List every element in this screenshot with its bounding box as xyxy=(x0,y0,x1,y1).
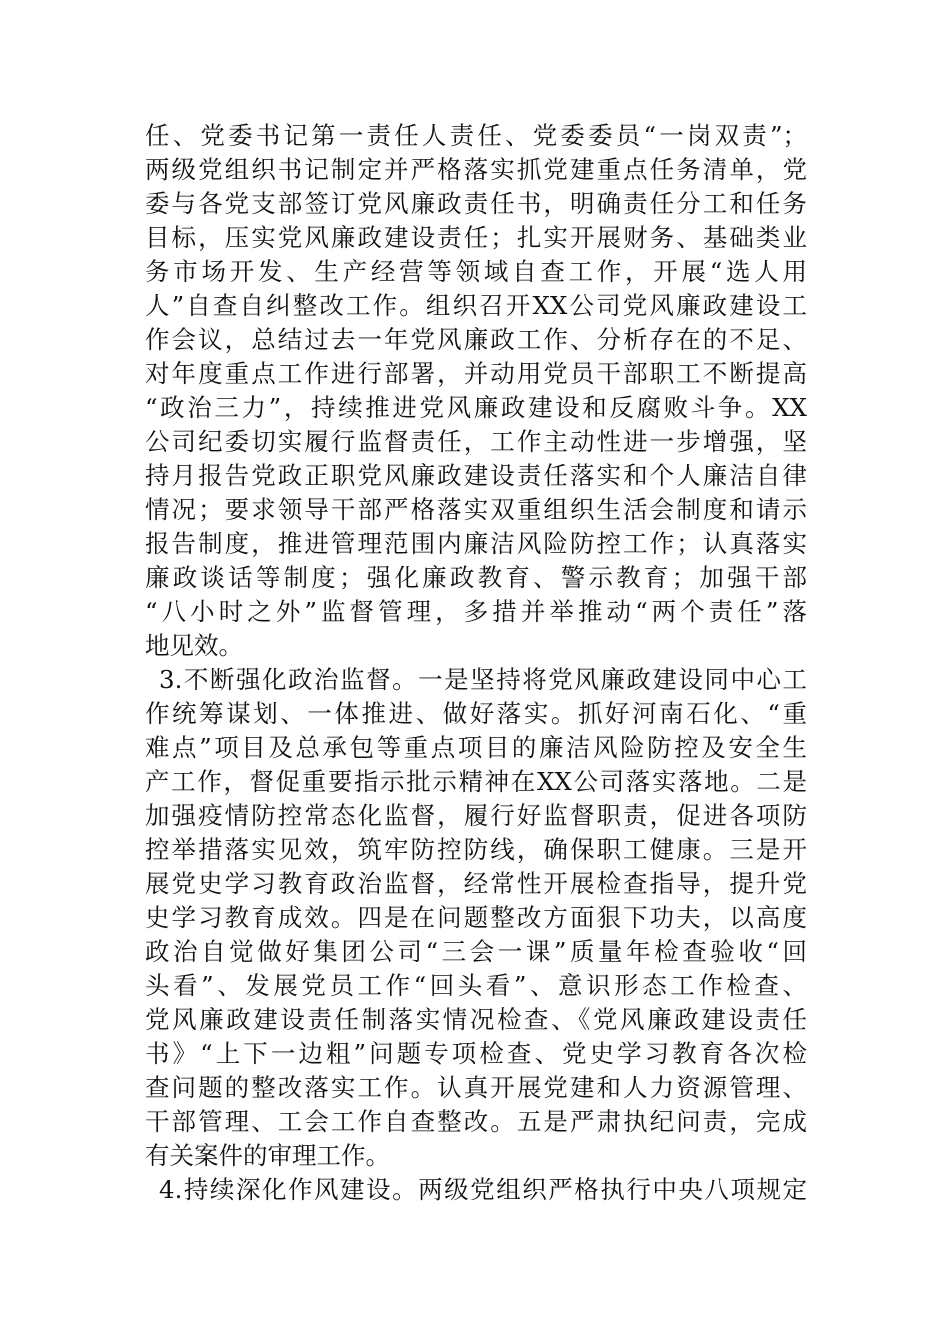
text-line: 书》“上下一边粗”问题专项检查、党史学习教育各次检 xyxy=(145,1039,807,1068)
text-line: 加强疫情防控常态化监督，履行好监督职责，促进各项防 xyxy=(145,801,807,830)
section-heading-line: 4.持续深化作风建设。两级党组织严格执行中央八项规定 xyxy=(159,1175,807,1204)
text-line: 两级党组织书记制定并严格落实抓党建重点任务清单，党 xyxy=(145,155,807,184)
text-line: 党风廉政建设责任制落实情况检查、《党风廉政建设责任 xyxy=(145,1005,807,1034)
text-line: 廉政谈话等制度；强化廉政教育、警示教育；加强干部 xyxy=(145,563,807,592)
text-line: 头看”、发展党员工作“回头看”、意识形态工作检查、 xyxy=(145,971,807,1000)
text-line: 作统筹谋划、一体推进、做好落实。抓好河南石化、“重 xyxy=(145,699,807,728)
text-line: 委与各党支部签订党风廉政责任书，明确责任分工和任务 xyxy=(145,189,807,218)
text-line: 政治自觉做好集团公司“三会一课”质量年检查验收“回 xyxy=(145,937,807,966)
document-body xyxy=(145,119,807,1207)
text-line: 有关案件的审理工作。 xyxy=(145,1141,390,1170)
text-line: 干部管理、工会工作自查整改。五是严肃执纪问责，完成 xyxy=(145,1107,807,1136)
text-line: 务市场开发、生产经营等领域自查工作，开展“选人用 xyxy=(145,257,807,286)
text-line: 展党史学习教育政治监督，经常性开展检查指导，提升党 xyxy=(145,869,807,898)
text-line: 情况；要求领导干部严格落实双重组织生活会制度和请示 xyxy=(145,495,807,524)
text-line: 任、党委书记第一责任人责任、党委委员“一岗双责”； xyxy=(145,121,807,150)
text-line: “八小时之外”监督管理，多措并举推动“两个责任”落 xyxy=(145,597,807,626)
text-line: 人”自查自纠整改工作。组织召开XX公司党风廉政建设工 xyxy=(145,291,807,320)
section-heading-line: 3.不断强化政治监督。一是坚持将党风廉政建设同中心工 xyxy=(159,665,807,694)
text-line: 报告制度，推进管理范围内廉洁风险防控工作；认真落实 xyxy=(145,529,807,558)
text-line: 史学习教育成效。四是在问题整改方面狠下功夫，以高度 xyxy=(145,903,807,932)
text-line: 难点”项目及总承包等重点项目的廉洁风险防控及安全生 xyxy=(145,733,807,762)
text-line: 查问题的整改落实工作。认真开展党建和人力资源管理、 xyxy=(145,1073,807,1102)
text-line: 产工作，督促重要指示批示精神在XX公司落实落地。二是 xyxy=(145,767,807,796)
text-line: 控举措落实见效，筑牢防控防线，确保职工健康。三是开 xyxy=(145,835,807,864)
text-line: 公司纪委切实履行监督责任，工作主动性进一步增强，坚 xyxy=(145,427,807,456)
text-line: 作会议，总结过去一年党风廉政工作、分析存在的不足、 xyxy=(145,325,807,354)
text-line: 地见效。 xyxy=(145,631,243,660)
text-line: “政治三力”，持续推进党风廉政建设和反腐败斗争。XX xyxy=(145,393,807,422)
text-line: 目标，压实党风廉政建设责任；扎实开展财务、基础类业 xyxy=(145,223,807,252)
text-line: 对年度重点工作进行部署，并动用党员干部职工不断提高 xyxy=(145,359,807,388)
text-line: 持月报告党政正职党风廉政建设责任落实和个人廉洁自律 xyxy=(145,461,807,490)
